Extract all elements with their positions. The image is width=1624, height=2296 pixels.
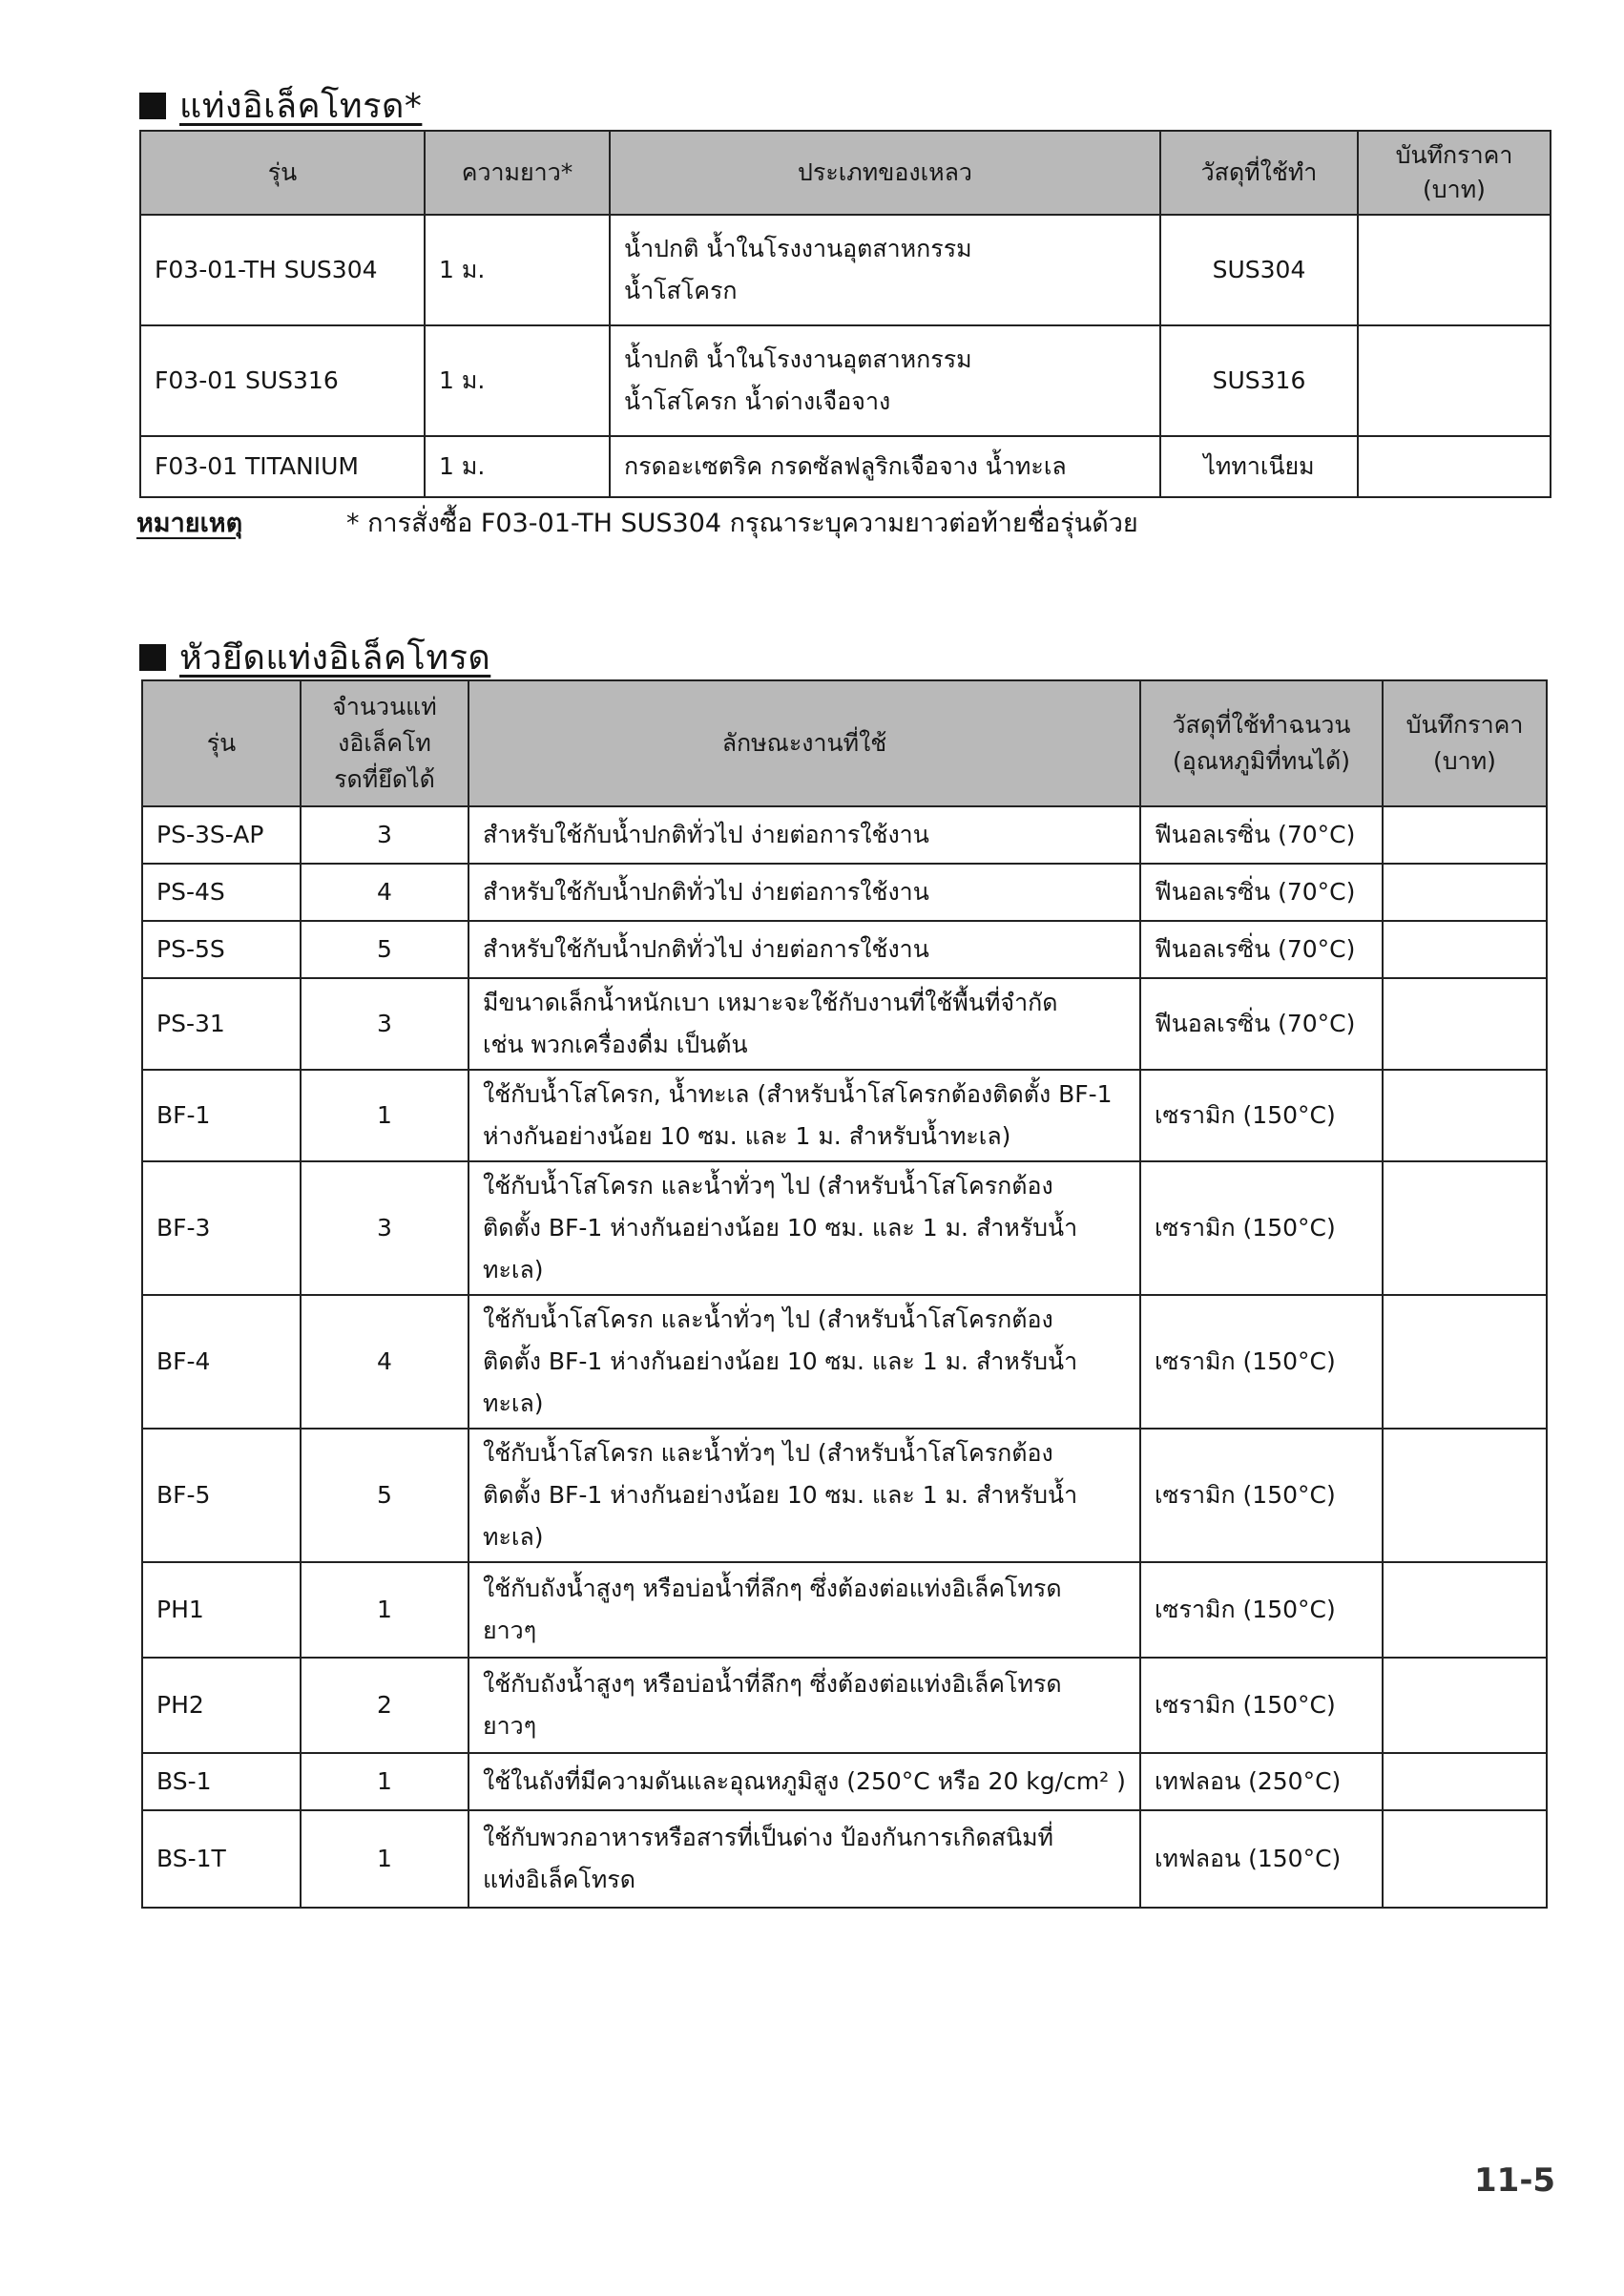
model-cell: F03-01 TITANIUM	[140, 436, 425, 497]
insulation-cell: ฟีนอลเรซิ่น (70°C)	[1140, 921, 1383, 978]
table-row	[142, 1295, 1547, 1429]
model-cell: BF-5	[142, 1429, 301, 1562]
model-cell: PS-31	[142, 978, 301, 1070]
section2-heading	[139, 630, 490, 684]
usage-cell-line: ทะเล)	[483, 1389, 544, 1417]
usage-cell-line: ใช้กับน้ำโสโครก และน้ำทั่วๆ ไป (สำหรับน้ำโสโครกต้อง	[483, 1172, 1053, 1200]
price-cell	[1383, 1295, 1547, 1429]
liquid-cell	[610, 436, 1160, 497]
usage-cell	[468, 978, 1140, 1070]
model-cell: BF-3	[142, 1161, 301, 1295]
length-cell: 1 ม.	[425, 325, 610, 436]
square-bullet-icon	[139, 644, 166, 671]
usage-cell-line: ใช้กับพวกอาหารหรือสารที่เป็นด่าง ป้องกันการเกิดสนิมที่	[483, 1824, 1054, 1851]
table-row	[142, 1070, 1547, 1161]
usage-cell-line: มีขนาดเล็กน้ำหนักเบา เหมาะจะใช้กับงานที่ใช้พื้นที่จำกัด	[483, 989, 1058, 1016]
electrode-count-cell: 1	[301, 1753, 468, 1810]
electrode-count-cell: 1	[301, 1810, 468, 1908]
table-row	[142, 1810, 1547, 1908]
note	[136, 502, 1138, 543]
model-cell: F03-01-TH SUS304	[140, 215, 425, 325]
table-row	[140, 325, 1551, 436]
insulation-cell: เซรามิก (150°C)	[1140, 1295, 1383, 1429]
liquid-cell-line: น้ำปกติ น้ำในโรงงานอุตสาหกรรม	[624, 235, 972, 262]
price-cell	[1358, 325, 1551, 436]
insulation-cell: เทฟลอน (150°C)	[1140, 1810, 1383, 1908]
note-label: หมายเหตุ	[136, 509, 243, 538]
section1-heading	[139, 78, 422, 133]
col-header-price: บันทึกราคา (บาท)	[1358, 131, 1551, 215]
page-number: 11-5	[1474, 2161, 1556, 2200]
col-header-price: บันทึกราคา (บาท)	[1383, 680, 1547, 806]
usage-cell	[468, 1753, 1140, 1810]
model-cell: PH1	[142, 1562, 301, 1658]
usage-cell-line: ยาวๆ	[483, 1712, 537, 1740]
col-header-electrode-count: จำนวนแท่งอิเล็คโทรดที่ยึดได้	[301, 680, 468, 806]
price-cell	[1383, 1161, 1547, 1295]
table-row	[142, 806, 1547, 864]
table-row	[142, 921, 1547, 978]
col-header-model: รุ่น	[142, 680, 301, 806]
model-cell: BF-4	[142, 1295, 301, 1429]
price-cell	[1383, 1658, 1547, 1753]
material-cell: ไททาเนียม	[1160, 436, 1358, 497]
col-header-insulation: วัสดุที่ใช้ทำฉนวน (อุณหภูมิที่ทนได้)	[1140, 680, 1383, 806]
usage-cell	[468, 1562, 1140, 1658]
model-cell: BS-1T	[142, 1810, 301, 1908]
usage-cell-line: ทะเล)	[483, 1256, 544, 1284]
price-cell	[1383, 1070, 1547, 1161]
length-cell: 1 ม.	[425, 436, 610, 497]
price-cell	[1358, 436, 1551, 497]
section2-title: หัวยึดแท่งอิเล็คโทรด	[179, 638, 491, 678]
insulation-cell: ฟีนอลเรซิ่น (70°C)	[1140, 806, 1383, 864]
usage-cell	[468, 1070, 1140, 1161]
usage-cell-line: ใช้กับน้ำโสโครก และน้ำทั่วๆ ไป (สำหรับน้ำโสโครกต้อง	[483, 1439, 1053, 1467]
usage-cell	[468, 806, 1140, 864]
usage-cell-line: ยาวๆ	[483, 1617, 537, 1644]
electrode-count-cell: 1	[301, 1070, 468, 1161]
material-cell: SUS316	[1160, 325, 1358, 436]
liquid-cell	[610, 325, 1160, 436]
insulation-cell: เซรามิก (150°C)	[1140, 1161, 1383, 1295]
table-row	[142, 1658, 1547, 1753]
model-cell: PS-3S-AP	[142, 806, 301, 864]
usage-cell-line: ใช้กับถังน้ำสูงๆ หรือบ่อน้ำที่ลึกๆ ซึ่งต้องต่อแท่งอิเล็คโทรด	[483, 1670, 1062, 1698]
usage-cell	[468, 921, 1140, 978]
usage-cell-line: สำหรับใช้กับน้ำปกติทั่วไป ง่ายต่อการใช้งาน	[483, 821, 929, 848]
price-cell	[1383, 1429, 1547, 1562]
usage-cell	[468, 1295, 1140, 1429]
usage-cell	[468, 1429, 1140, 1562]
usage-cell	[468, 1161, 1140, 1295]
usage-cell-line: ติดตั้ง BF-1 ห่างกันอย่างน้อย 10 ซม. และ 1 ม. สำหรับน้ำ	[483, 1214, 1078, 1242]
model-cell: BS-1	[142, 1753, 301, 1810]
insulation-cell: ฟีนอลเรซิ่น (70°C)	[1140, 978, 1383, 1070]
usage-cell-line: ใช้กับน้ำโสโครก และน้ำทั่วๆ ไป (สำหรับน้ำโสโครกต้อง	[483, 1305, 1053, 1333]
table-row	[140, 215, 1551, 325]
model-cell: BF-1	[142, 1070, 301, 1161]
electrode-count-cell: 1	[301, 1562, 468, 1658]
col-header-material: วัสดุที่ใช้ทำ	[1160, 131, 1358, 215]
model-cell: PS-4S	[142, 864, 301, 921]
price-cell	[1383, 978, 1547, 1070]
usage-cell-line: แท่งอิเล็คโทรด	[483, 1866, 635, 1893]
insulation-cell: ฟีนอลเรซิ่น (70°C)	[1140, 864, 1383, 921]
usage-cell-line: ใช้กับถังน้ำสูงๆ หรือบ่อน้ำที่ลึกๆ ซึ่งต้องต่อแท่งอิเล็คโทรด	[483, 1575, 1062, 1602]
table-row	[142, 1562, 1547, 1658]
electrode-count-cell: 4	[301, 1295, 468, 1429]
usage-cell-line: ใช้กับน้ำโสโครก, น้ำทะเล (สำหรับน้ำโสโครกต้องติดตั้ง BF-1	[483, 1080, 1113, 1108]
price-cell	[1383, 806, 1547, 864]
liquid-cell-line: กรดอะเซตริค กรดซัลฟลูริกเจือจาง น้ำทะเล	[624, 452, 1067, 480]
usage-cell	[468, 1658, 1140, 1753]
price-cell	[1358, 215, 1551, 325]
electrode-count-cell: 2	[301, 1658, 468, 1753]
table-row	[142, 1161, 1547, 1295]
insulation-cell: เซรามิก (150°C)	[1140, 1658, 1383, 1753]
price-cell	[1383, 1562, 1547, 1658]
price-cell	[1383, 1753, 1547, 1810]
usage-cell	[468, 864, 1140, 921]
usage-cell-line: ติดตั้ง BF-1 ห่างกันอย่างน้อย 10 ซม. และ 1 ม. สำหรับน้ำ	[483, 1481, 1078, 1509]
price-cell	[1383, 921, 1547, 978]
insulation-cell: เซรามิก (150°C)	[1140, 1562, 1383, 1658]
liquid-cell	[610, 215, 1160, 325]
electrode-count-cell: 3	[301, 1161, 468, 1295]
electrode-holder-table	[141, 679, 1548, 1909]
col-header-model: รุ่น	[140, 131, 425, 215]
col-header-length: ความยาว*	[425, 131, 610, 215]
usage-cell-line: เช่น พวกเครื่องดื่ม เป็นต้น	[483, 1031, 748, 1058]
insulation-cell: เซรามิก (150°C)	[1140, 1429, 1383, 1562]
col-header-usage: ลักษณะงานที่ใช้	[468, 680, 1140, 806]
table-row	[142, 978, 1547, 1070]
model-cell: PS-5S	[142, 921, 301, 978]
liquid-cell-line: น้ำโสโครก	[624, 277, 738, 304]
electrode-count-cell: 5	[301, 1429, 468, 1562]
model-cell: PH2	[142, 1658, 301, 1753]
usage-cell-line: สำหรับใช้กับน้ำปกติทั่วไป ง่ายต่อการใช้งาน	[483, 935, 929, 963]
table-row	[142, 1429, 1547, 1562]
table-row	[142, 1753, 1547, 1810]
table-row	[142, 864, 1547, 921]
length-cell: 1 ม.	[425, 215, 610, 325]
insulation-cell: เทฟลอน (250°C)	[1140, 1753, 1383, 1810]
electrode-count-cell: 5	[301, 921, 468, 978]
electrode-count-cell: 3	[301, 978, 468, 1070]
electrode-count-cell: 3	[301, 806, 468, 864]
col-header-liquid-type: ประเภทของเหลว	[610, 131, 1160, 215]
note-text: * การสั่งซื้อ F03-01-TH SUS304 กรุณาระบุความยาวต่อท้ายชื่อรุ่นด้วย	[346, 509, 1138, 538]
price-cell	[1383, 864, 1547, 921]
usage-cell-line: ใช้ในถังที่มีความดันและอุณหภูมิสูง (250°C หรือ 20 kg/cm² )	[483, 1767, 1126, 1795]
material-cell: SUS304	[1160, 215, 1358, 325]
insulation-cell: เซรามิก (150°C)	[1140, 1070, 1383, 1161]
electrode-count-cell: 4	[301, 864, 468, 921]
table-row	[140, 436, 1551, 497]
section1-title: แท่งอิเล็คโทรด*	[179, 87, 423, 126]
usage-cell-line: ติดตั้ง BF-1 ห่างกันอย่างน้อย 10 ซม. และ 1 ม. สำหรับน้ำ	[483, 1347, 1078, 1375]
liquid-cell-line: น้ำโสโครก น้ำด่างเจือจาง	[624, 387, 891, 415]
usage-cell	[468, 1810, 1140, 1908]
model-cell: F03-01 SUS316	[140, 325, 425, 436]
usage-cell-line: สำหรับใช้กับน้ำปกติทั่วไป ง่ายต่อการใช้งาน	[483, 878, 929, 906]
square-bullet-icon	[139, 93, 166, 119]
electrode-rod-table	[139, 130, 1551, 498]
usage-cell-line: ห่างกันอย่างน้อย 10 ซม. และ 1 ม. สำหรับน้ำทะเล)	[483, 1122, 1011, 1150]
usage-cell-line: ทะเล)	[483, 1523, 544, 1551]
liquid-cell-line: น้ำปกติ น้ำในโรงงานอุตสาหกรรม	[624, 345, 972, 373]
price-cell	[1383, 1810, 1547, 1908]
